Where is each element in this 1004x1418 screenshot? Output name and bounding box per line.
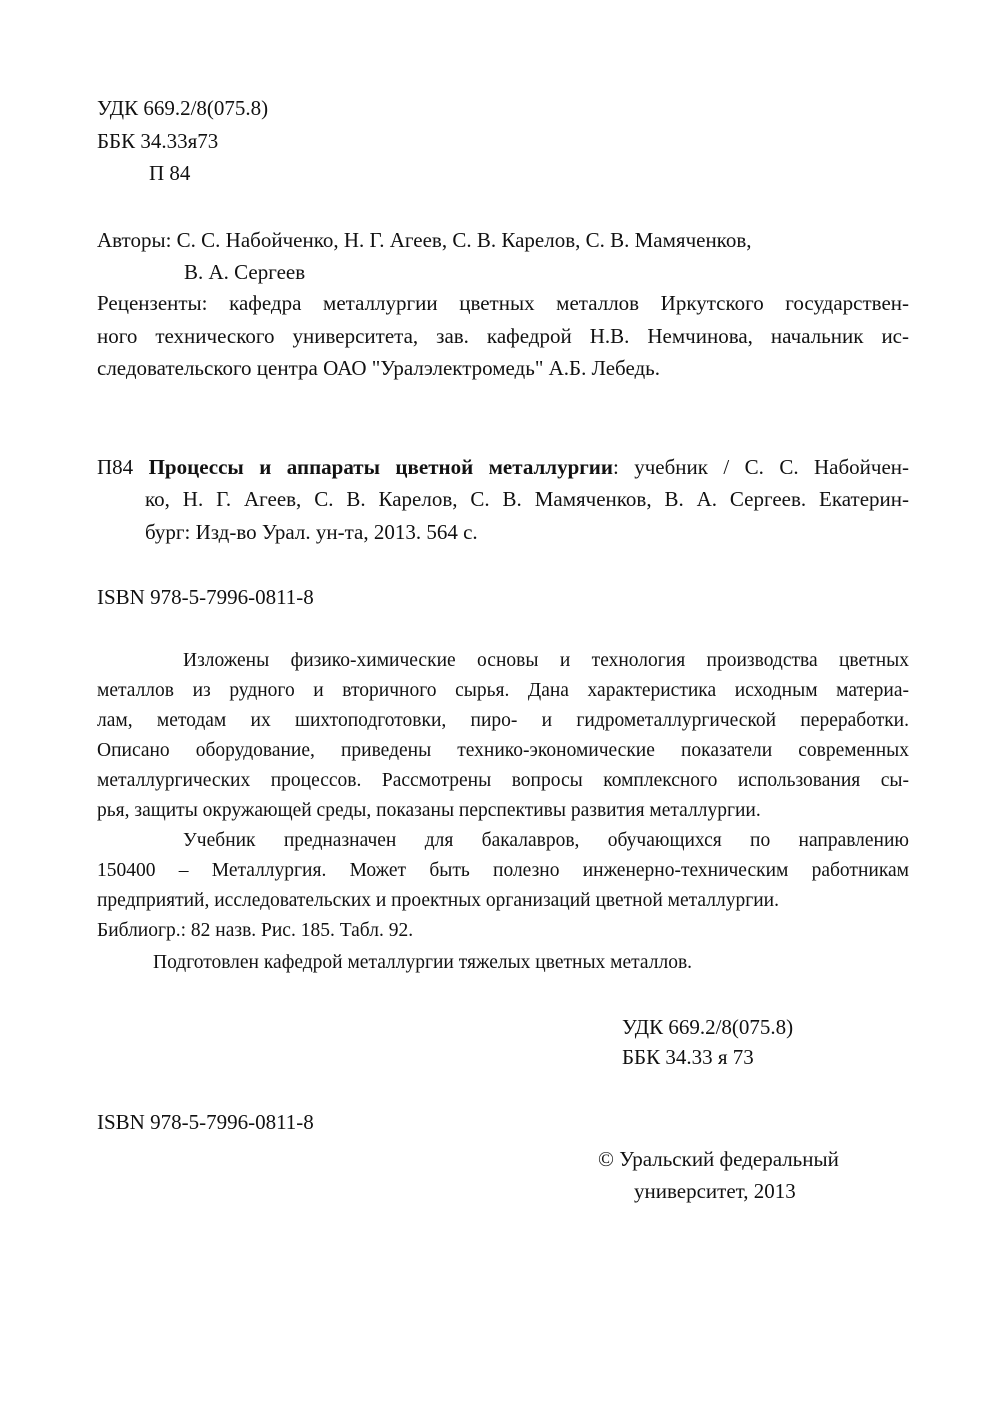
book-title: Процессы и аппараты цветной металлургии [148, 455, 613, 479]
abstract-line: Изложены физико-химические основы и технология производства цветных [183, 650, 909, 671]
citation-line-1 [97, 454, 909, 480]
citation-line-3: бург: Изд-во Урал. ун-та, 2013. 564 с. [145, 520, 478, 544]
author-code: П 84 [149, 161, 191, 185]
abstract-line: рья, защиты окружающей среды, показаны перспективы развития металлургии. [97, 800, 761, 821]
reviewers-line-3: следовательского центра ОАО "Уралэлектромедь" А.Б. Лебедь. [97, 356, 661, 380]
isbn-footer: ISBN 978-5-7996-0811-8 [97, 1110, 314, 1134]
copyright-line-2: университет, 2013 [634, 1179, 796, 1203]
authors-line-1: Авторы: С. С. Набойченко, Н. Г. Агеев, С. В. Карелов, С. В. Мамяченков, [97, 228, 752, 252]
abstract-line: металлургических процессов. Рассмотрены вопросы комплексного использования сы- [97, 770, 909, 791]
reviewers-line-1: Рецензенты: кафедра металлургии цветных металлов Иркутского государствен- [97, 291, 909, 315]
abstract-line: Учебник предназначен для бакалавров, обучающихся по направлению [183, 830, 909, 851]
authors-line-2: В. А. Сергеев [184, 260, 306, 284]
udk-footer: УДК 669.2/8(075.8) [622, 1015, 794, 1039]
copyright-line-1: © Уральский федеральный [598, 1147, 839, 1171]
isbn-top: ISBN 978-5-7996-0811-8 [97, 585, 314, 609]
abstract-line: Библиогр.: 82 назв. Рис. 185. Табл. 92. [97, 920, 414, 941]
abstract-line: лам, методам их шихтоподготовки, пиро- и гидрометаллургической переработки. [97, 710, 909, 731]
reviewers-line-2: ного технического университета, зав. кафедрой Н.В. Немчинова, начальник ис- [97, 324, 909, 348]
udk-header: УДК 669.2/8(075.8) [97, 96, 269, 120]
citation-code: П84 [97, 455, 134, 479]
bbk-header: ББК 34.33я73 [97, 129, 219, 153]
citation-line-2: ко, Н. Г. Агеев, С. В. Карелов, С. В. Мамяченков, В. А. Сергеев. Екатерин- [145, 487, 909, 511]
abstract-line: Подготовлен кафедрой металлургии тяжелых цветных металлов. [153, 952, 693, 973]
abstract-line: металлов из рудного и вторичного сырья. Дана характеристика исходным материа- [97, 680, 909, 701]
abstract-line: 150400 – Металлургия. Может быть полезно инженерно-техническим работникам [97, 860, 909, 881]
citation-rest: : учебник / С. С. Набойчен- [612, 455, 910, 479]
bbk-footer: ББК 34.33 я 73 [622, 1045, 754, 1069]
abstract-line: предприятий, исследовательских и проектных организаций цветной металлургии. [97, 890, 779, 911]
abstract-line: Описано оборудование, приведены технико-экономические показатели современных [97, 740, 909, 761]
